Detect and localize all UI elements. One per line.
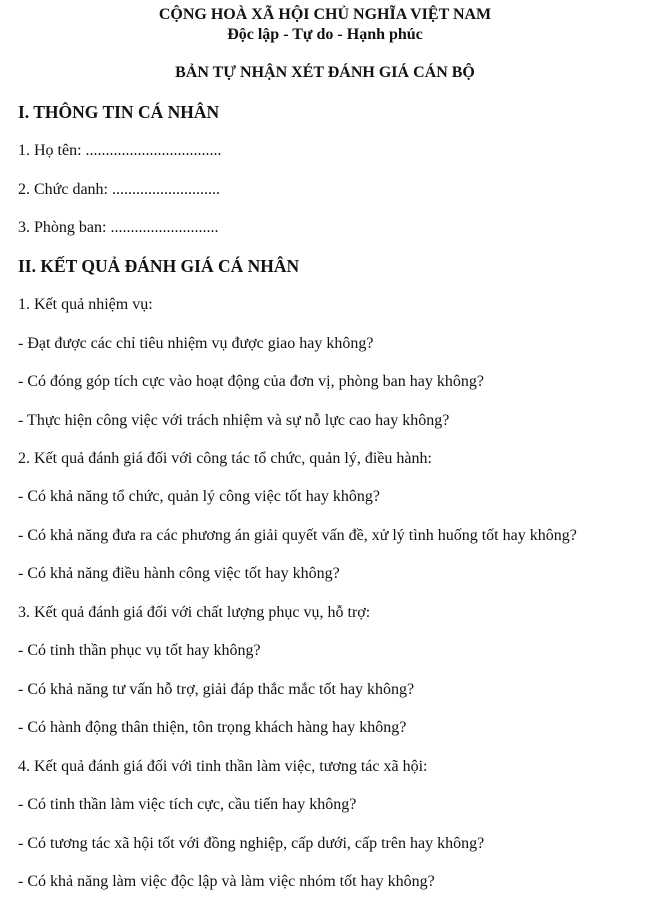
national-title: CỘNG HOÀ XÃ HỘI CHỦ NGHĨA VIỆT NAM <box>158 6 492 23</box>
question-line: - Có khả năng tư vấn hỗ trợ, giải đáp thắc mắc tốt hay không? <box>18 681 415 698</box>
field-position: 2. Chức danh: ........................... <box>18 181 220 198</box>
subsection-service-quality: 3. Kết quả đánh giá đối với chất lượng phục vụ, hỗ trợ: <box>18 604 371 621</box>
question-line: - Có tinh thần phục vụ tốt hay không? <box>18 642 261 659</box>
question-line: - Có tương tác xã hội tốt với đồng nghiệp, cấp dưới, cấp trên hay không? <box>18 835 485 852</box>
section-evaluation-heading: II. KẾT QUẢ ĐÁNH GIÁ CÁ NHÂN <box>18 256 300 276</box>
document-title: BẢN TỰ NHẬN XÉT ĐÁNH GIÁ CÁN BỘ <box>175 64 475 81</box>
question-line: - Có đóng góp tích cực vào hoạt động của đơn vị, phòng ban hay không? <box>18 373 484 390</box>
national-motto: Độc lập - Tự do - Hạnh phúc <box>227 26 423 43</box>
question-line: - Đạt được các chỉ tiêu nhiệm vụ được giao hay không? <box>18 335 374 352</box>
question-line: - Thực hiện công việc với trách nhiệm và sự nỗ lực cao hay không? <box>18 412 450 429</box>
subsection-work-spirit: 4. Kết quả đánh giá đối với tinh thần làm việc, tương tác xã hội: <box>18 758 428 775</box>
question-line: - Có hành động thân thiện, tôn trọng khách hàng hay không? <box>18 719 407 736</box>
question-line: - Có khả năng điều hành công việc tốt hay không? <box>18 565 340 582</box>
question-line: - Có khả năng tổ chức, quản lý công việc tốt hay không? <box>18 488 380 505</box>
question-line: - Có tinh thần làm việc tích cực, cầu tiến hay không? <box>18 796 357 813</box>
subsection-management: 2. Kết quả đánh giá đối với công tác tổ chức, quản lý, điều hành: <box>18 450 432 467</box>
question-line: - Có khả năng đưa ra các phương án giải quyết vấn đề, xử lý tình huống tốt hay không? <box>18 527 577 544</box>
field-full-name: 1. Họ tên: .................................. <box>18 142 222 159</box>
field-department: 3. Phòng ban: ........................... <box>18 219 219 236</box>
question-line: - Có khả năng làm việc độc lập và làm việc nhóm tốt hay không? <box>18 873 435 890</box>
section-personal-info-heading: I. THÔNG TIN CÁ NHÂN <box>18 102 220 122</box>
subsection-task-results: 1. Kết quả nhiệm vụ: <box>18 296 153 313</box>
